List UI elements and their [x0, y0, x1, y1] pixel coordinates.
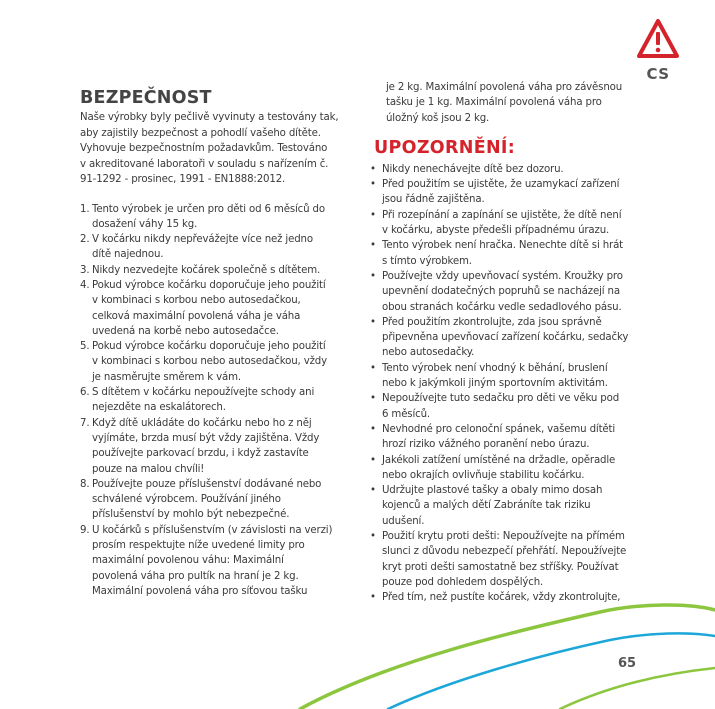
- bullet-marker: •: [370, 163, 376, 175]
- bullet-line: Udržujte plastové tašky a obaly mimo dosah: [382, 485, 603, 497]
- bullet-line: Tento výrobek není vhodný k běhání, bruslení: [382, 362, 608, 374]
- bullet-line: 6 měsíců.: [382, 408, 430, 420]
- bullet-item: [370, 453, 645, 484]
- list-item: [80, 202, 355, 233]
- bullet-line: upevnění dodatečných popruhů se nacházejí na: [382, 286, 620, 298]
- item-9-continuation: [370, 80, 645, 126]
- bullet-line: Nikdy nenechávejte dítě bez dozoru.: [382, 163, 564, 175]
- item-line: celková maximální povolená váha je váha: [92, 310, 301, 322]
- bullet-line: nebo okrajích ovlivňuje stabilitu kočárku.: [382, 469, 585, 481]
- item-line: vyjímáte, brzda musí být vždy zajištěna. Vždy: [92, 432, 320, 444]
- continuation-line: je 2 kg. Maximální povolená váha pro závěsnou: [386, 82, 623, 93]
- list-item: [80, 339, 355, 385]
- bullet-line: jsou řádně zajištěna.: [382, 194, 485, 206]
- bullet-marker: •: [370, 362, 376, 374]
- bullet-line: Používejte vždy upevňovací systém. Kroužky pro: [382, 270, 623, 282]
- item-line: používejte parkovací brzdu, i když zastavíte: [92, 448, 309, 460]
- bullet-line: Nepoužívejte tuto sedačku pro děti ve věku pod: [382, 393, 620, 405]
- bullet-line: Před tím, než pustíte kočárek, vždy zkontrolujte,: [382, 592, 621, 604]
- item-number: 6.: [80, 387, 90, 399]
- page-number: 65: [618, 656, 637, 671]
- bullet-line: hrozí riziko vážného poranění nebo úrazu.: [382, 439, 590, 451]
- item-line: Pokud výrobce kočárku doporučuje jeho použití: [92, 341, 326, 353]
- warning-section: [370, 80, 645, 606]
- bullet-line: kryt proti dešti samostatně bez stříšky. Používat: [382, 561, 619, 573]
- item-line: S dítětem v kočárku nepoužívejte schody ani: [92, 387, 315, 399]
- list-item: [80, 278, 355, 339]
- bullet-item: [370, 238, 645, 269]
- item-line: Nikdy nezvedejte kočárek společně s dítětem.: [92, 264, 321, 276]
- bullet-line: slunci z důvodu nebezpečí přehřátí. Nepoužívejte: [382, 546, 627, 558]
- bullet-line: s tímto výrobkem.: [382, 255, 472, 267]
- bullet-line: Před použitím se ujistěte, že uzamykací zařízení: [382, 179, 620, 191]
- item-line: příslušenství by mohlo být nebezpečné.: [92, 509, 290, 521]
- bullet-item: [370, 315, 645, 361]
- bullet-item: [370, 162, 645, 177]
- bullet-item: [370, 208, 645, 239]
- item-line: v kombinaci s korbou nebo autosedačkou, vždy: [92, 356, 327, 368]
- safety-title: BEZPEČNOST: [80, 88, 212, 108]
- list-item: [80, 416, 355, 477]
- bullet-line: Tento výrobek není hračka. Nenechte dítě si hrát: [382, 240, 624, 252]
- bullet-marker: •: [370, 485, 376, 497]
- item-number: 7.: [80, 417, 90, 429]
- list-item: [80, 232, 355, 263]
- list-item: [80, 385, 355, 416]
- bullet-marker: •: [370, 592, 376, 604]
- item-line: nejezděte na eskalátorech.: [92, 402, 226, 414]
- item-line: v kombinaci s korbou nebo autosedačkou,: [92, 295, 301, 307]
- bullet-line: Při rozepínání a zapínání se ujistěte, že dítě není: [382, 209, 622, 221]
- bullet-item: [370, 422, 645, 453]
- bullet-item: [370, 529, 645, 590]
- safety-numbered-list: [80, 202, 355, 600]
- item-line: prosím respektujte níže uvedené limity pro: [92, 540, 305, 552]
- intro-line: Vyhovuje bezpečnostním požadavkům. Testováno: [80, 143, 328, 154]
- item-line: Když dítě ukládáte do kočárku nebo ho z něj: [92, 417, 312, 429]
- item-line: Používejte pouze příslušenství dodávané nebo: [92, 478, 322, 490]
- item-number: 3.: [80, 264, 90, 276]
- item-number: 5.: [80, 341, 90, 353]
- bullet-marker: •: [370, 209, 376, 221]
- bullet-marker: •: [370, 423, 376, 435]
- item-number: 2.: [80, 234, 90, 246]
- bullet-line: v kočárku, abyste předešli případnému úrazu.: [382, 225, 610, 237]
- bullet-line: Použití krytu proti dešti: Nepoužívejte na přímém: [382, 531, 625, 543]
- bullet-line: udušení.: [382, 515, 425, 527]
- bullet-item: [370, 177, 645, 208]
- language-code: CS: [646, 65, 670, 83]
- bullet-item: [370, 590, 645, 605]
- item-line: V kočárku nikdy nepřevážejte více než jedno: [92, 234, 313, 246]
- intro-line: v akreditované laboratoři v souladu s nařízením č.: [80, 158, 329, 170]
- bullet-line: kojenců a malých dětí Zabráníte tak riziku: [382, 500, 591, 512]
- intro-line: Naše výrobky byly pečlivě vyvinuty a testovány tak,: [80, 112, 339, 123]
- warning-title: UPOZORNĚNÍ:: [374, 137, 516, 158]
- bullet-line: pouze pod dohledem dospělých.: [382, 576, 544, 588]
- bullet-marker: •: [370, 531, 376, 543]
- item-line: je nasměrujte směrem k vám.: [92, 371, 241, 383]
- item-line: pouze na malou chvíli!: [92, 463, 205, 475]
- intro-line: aby zajistily bezpečnost a pohodlí vašeho dítěte.: [80, 127, 321, 139]
- list-item: [80, 477, 355, 523]
- bullet-marker: •: [370, 393, 376, 405]
- item-number: 1.: [80, 203, 90, 215]
- bullet-marker: •: [370, 240, 376, 252]
- bullet-line: připevněna upevňovací zařízení kočárku, sedačky: [382, 332, 629, 344]
- item-number: 9.: [80, 524, 90, 536]
- bullet-marker: •: [370, 270, 376, 282]
- safety-intro: [80, 110, 355, 188]
- bullet-marker: •: [370, 454, 376, 466]
- bullet-line: Jakékoli zatížení umístěné na držadle, opěradle: [382, 454, 616, 466]
- warning-bullet-list: [370, 162, 645, 606]
- bullet-item: [370, 361, 645, 392]
- bullet-marker: •: [370, 179, 376, 191]
- bullet-item: [370, 391, 645, 422]
- warning-triangle-icon: [636, 18, 680, 60]
- bullet-line: Před použitím zkontrolujte, zda jsou správně: [382, 316, 602, 328]
- list-item: [80, 523, 355, 599]
- bullet-line: Nevhodné pro celonoční spánek, vašemu dítěti: [382, 423, 616, 435]
- bullet-item: [370, 483, 645, 529]
- item-line: dítě najednou.: [92, 249, 164, 261]
- bullet-marker: •: [370, 316, 376, 328]
- item-number: 4.: [80, 279, 90, 291]
- item-number: 8.: [80, 478, 90, 490]
- item-line: maximální povolenou váhu: Maximální: [92, 555, 284, 567]
- item-line: uvedená na korbě nebo autosedačce.: [92, 325, 279, 337]
- item-line: dosažení váhy 15 kg.: [92, 218, 198, 230]
- item-line: schválené výrobcem. Používání jiného: [92, 494, 281, 506]
- item-line: povolená váha pro pultík na hraní je 2 kg.: [92, 570, 299, 582]
- item-line: Pokud výrobce kočárku doporučuje jeho použití: [92, 279, 326, 291]
- item-line: U kočárků s příslušenstvím (v závislosti na verzi): [92, 524, 333, 536]
- continuation-line: tašku je 1 kg. Maximální povolená váha pro: [386, 97, 602, 109]
- safety-section: [80, 88, 355, 599]
- continuation-line: úložný koš jsou 2 kg.: [386, 112, 490, 124]
- bullet-item: [370, 269, 645, 315]
- bullet-line: nebo k jakýmkoli jiným sportovním aktivitám.: [382, 378, 608, 390]
- item-line: Maximální povolená váha pro síťovou tašku: [92, 585, 308, 597]
- item-line: Tento výrobek je určen pro děti od 6 měsíců do: [92, 203, 325, 215]
- intro-line: 91-1292 - prosinec, 1991 - EN1888:2012.: [80, 174, 286, 185]
- bullet-line: obou stranách kočárku vedle sedadlového pásu.: [382, 301, 622, 313]
- bullet-line: nebo autosedačky.: [382, 347, 475, 359]
- list-item: [80, 263, 355, 278]
